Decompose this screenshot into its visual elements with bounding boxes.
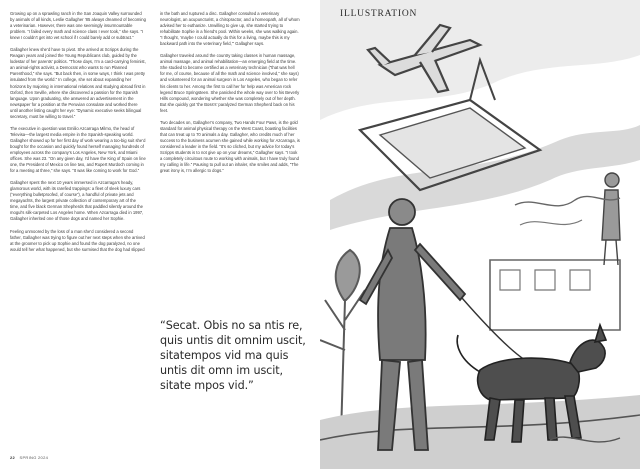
paragraph: Feeling unmoored by the loss of a man she’d considered a second father, Gallagher was trying to figure out her next steps when she arrived at the groomer to pick up Sophie and found the dog paralyzed, no one would tell her what happened, but she surmised that the dog had slipped xyxy=(10,228,145,252)
paragraph: Gallagher spent the next 10 years immersed in Azcarraga’s heady, glamorous world, with its rarefied trappings: a fleet of sleek luxury cars (“everything bulletproofed, of course”), a handful of private jets and megayachts, the largest private collection of contemporary art of the time, and five black German Shepherds that paddled silently around the mogul’s silk-carpeted Los Angeles home. When Azcarraga died in 1997, Gallagher inherited one of those dogs and named her Sophie. xyxy=(10,180,144,222)
folio xyxy=(10,455,48,460)
illustration-artwork xyxy=(320,0,640,469)
issue-label: SPRING 2024 xyxy=(19,455,49,460)
paragraph: Gallagher traveled around the country taking classes in human massage, animal massage, and animal rehabilitation—an emerging field at the time. She studied to become certified as a veterinary technician (“that was hell for me, of course, because of all the math and science involved,” she says) and volunteered for an animal surgeon in Los Angeles, who began to refer his clients to her. Among the first to call her for help was American rock legend Bruce Springsteen. She panicked the whole way over to his Beverly Hills compound, wondering whether she was completely out of her depth. But she quickly got ‘the Boss’s’ paralyzed German Shepherd back on his feet. xyxy=(160,53,300,113)
pull-quote: “Secat. Obis no sa ntis re, quis untis dit omnim uscit, sitatempos vid ma quis untis dit omn im uscit, sitate mpos vid.” xyxy=(160,319,306,392)
paragraph: in the bath and ruptured a disc. Gallagher consulted a veterinary neurologist, an acupuncturist, a chiropractor, and a homeopath, all of whom advised her to euthanize. Unwilling to give up, she started trying to rehabilitate Sophie in a friend’s pool. Within weeks, she was walking again. “I thought, ‘maybe I could actually do this for a living, maybe this is my backward path into the veterinary field,’” Gallagher says. xyxy=(160,11,300,47)
paragraph: Gallagher knew she’d have to pivot. She arrived at Scripps during the Reagan years and joined the Young Republicans club, guided by the lodestar of her parents’ politics. “Those days, I’m a card-carrying feminist, an animal-rights activist, a Democrat who wants to run Planned Parenthood,” she says. “But back then, in some ways, I think I was pretty insulated from the world.” In college, she set about expanding her horizons by majoring in international relations and studying abroad first in Oxford, then Seville, where she discovered a passion for the Spanish language. Upon graduating, she answered an advertisement in the newspaper for a position at the Peruvian consulate and worked there until another listing caught her eye: “Dynamic executive seeks bilingual secretary, must be willing to travel.” xyxy=(10,47,146,119)
paragraph: The executive in question was Emilio Azcarraga Milmo, the head of Televisa—the largest media empire in the Spanish-speaking world. Gallagher showed up for her first day of work wearing a too-big suit she’d bought for the occasion and quickly found herself managing hundreds of employees across the company’s Los Angeles, New York, and Miami offices. She was 23. “On any given day, I’d have the King of Spain on line one, the President of Mexico on line two, and Rupert Murdoch coming in for a meeting at three,” she says. “It was like coming to work for God.” xyxy=(10,125,146,174)
paragraph: Growing up on a sprawling ranch in the San Joaquin Valley surrounded by animals of all kinds, Leslie Gallagher ’85 always dreamed of becoming a veterinarian. However, there was one seemingly insurmountable problem. “I failed every math and science class I ever took,” she says. “I knew I couldn’t get into vet school if I could barely add or subtract.” xyxy=(10,11,146,41)
paragraph: Two decades on, Gallagher’s company, Two Hands Four Paws, is the gold standard for animal physical therapy on the West Coast, boasting facilities that can treat up to 70 animals a day. Gallagher, who credits much of her success to the business acumen she gained while working for Azcarraga, is considered a leader in the field. “It’s so cliched, but my advice for today’s Scripps students is to not give up on your dreams,” Gallagher says. “I took a completely circuitous route to working with animals, but I have truly found my calling in life.” Pausing to pull out an inhaler, she smiles and adds, “The great irony is, I’m allergic to dogs.” xyxy=(160,119,300,174)
section-label: ILLUSTRATION xyxy=(340,9,418,19)
page-number: 22 xyxy=(10,455,16,460)
article-column-2 xyxy=(160,11,300,180)
article-column-1 xyxy=(10,11,146,259)
